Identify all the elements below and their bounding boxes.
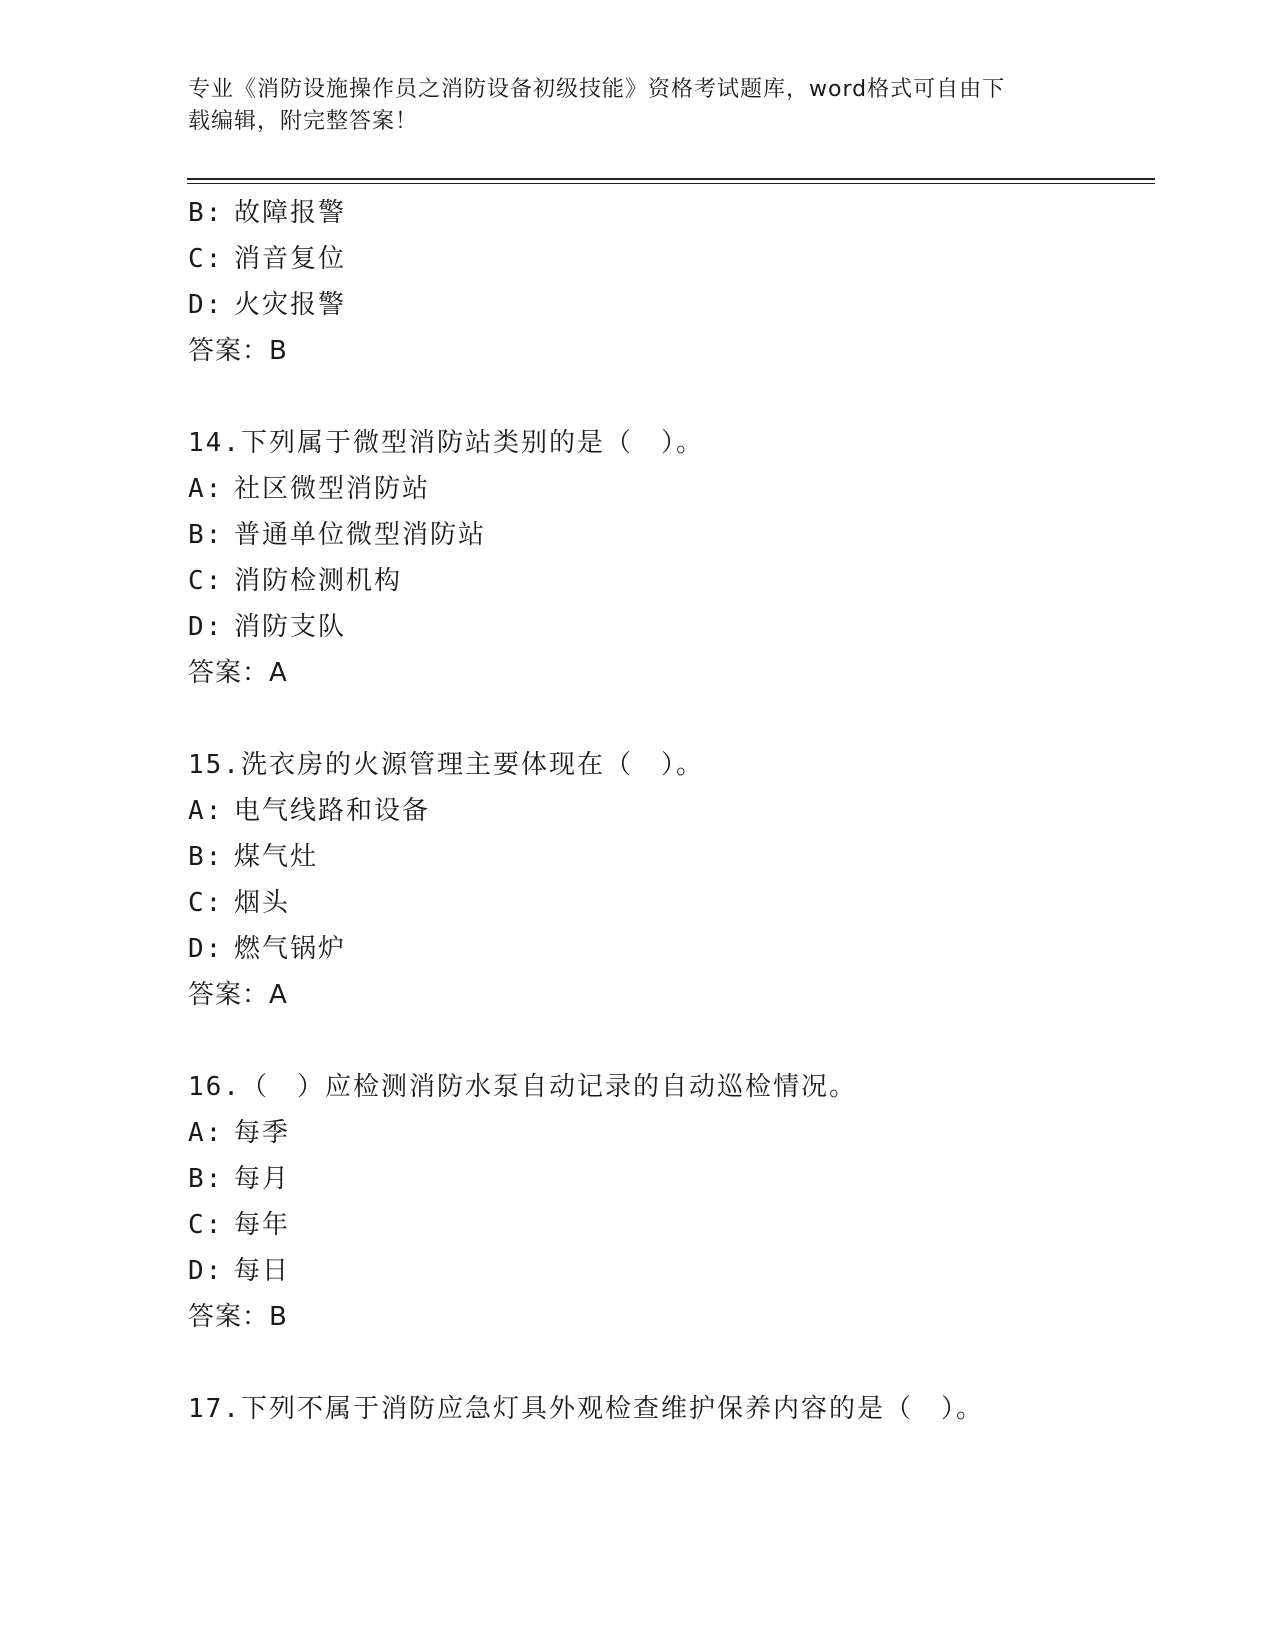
option-text: 普通单位微型消防站 xyxy=(234,520,487,550)
option-text: 消音复位 xyxy=(234,244,347,274)
option-c xyxy=(188,558,1148,604)
option-text: 煤气灶 xyxy=(234,842,319,872)
option-letter: D: xyxy=(188,934,224,964)
option-letter: B: xyxy=(188,1164,224,1194)
question-13-continued xyxy=(188,190,1148,374)
option-letter: C: xyxy=(188,888,224,918)
option-a xyxy=(188,466,1148,512)
option-letter: B: xyxy=(188,520,224,550)
spacer xyxy=(188,696,1148,742)
spacer xyxy=(188,1018,1148,1064)
option-letter: D: xyxy=(188,1256,224,1286)
header-divider-thick xyxy=(187,178,1155,180)
option-text: 消防检测机构 xyxy=(234,566,403,596)
option-a xyxy=(188,1110,1148,1156)
question-15 xyxy=(188,742,1148,1018)
option-letter: D: xyxy=(188,612,224,642)
question-17 xyxy=(188,1386,1148,1432)
option-text: 每季 xyxy=(234,1118,291,1148)
option-letter: C: xyxy=(188,566,224,596)
header-line-2: 载编辑，附完整答案！ xyxy=(188,109,419,134)
option-d xyxy=(188,926,1148,972)
question-stem: 14.下列属于微型消防站类别的是（ ）。 xyxy=(188,428,704,458)
option-d xyxy=(188,604,1148,650)
option-letter: C: xyxy=(188,1210,224,1240)
option-letter: C: xyxy=(188,244,224,274)
answer-line: 答案：A xyxy=(188,658,288,688)
spacer xyxy=(188,1340,1148,1386)
answer-line: 答案：B xyxy=(188,336,288,366)
option-text: 烟头 xyxy=(234,888,291,918)
header-divider-thin xyxy=(187,183,1155,184)
option-b xyxy=(188,190,1148,236)
question-list xyxy=(188,190,1148,1432)
option-c xyxy=(188,1202,1148,1248)
question-stem: 15.洗衣房的火源管理主要体现在（ ）。 xyxy=(188,750,704,780)
option-b xyxy=(188,834,1148,880)
option-letter: A: xyxy=(188,796,224,826)
answer-line: 答案：B xyxy=(188,1302,288,1332)
option-a xyxy=(188,788,1148,834)
option-d xyxy=(188,282,1148,328)
question-stem: 16.（ ）应检测消防水泵自动记录的自动巡检情况。 xyxy=(188,1072,857,1102)
option-text: 故障报警 xyxy=(234,198,347,228)
option-text: 电气线路和设备 xyxy=(234,796,431,826)
option-letter: B: xyxy=(188,842,224,872)
option-text: 每月 xyxy=(234,1164,291,1194)
option-letter: D: xyxy=(188,290,224,320)
option-text: 火灾报警 xyxy=(234,290,347,320)
spacer xyxy=(188,374,1148,420)
header-line-1: 专业《消防设施操作员之消防设备初级技能》资格考试题库，word格式可自由下 xyxy=(188,77,1006,102)
answer-line: 答案：A xyxy=(188,980,288,1010)
option-letter: B: xyxy=(188,198,224,228)
question-stem: 17.下列不属于消防应急灯具外观检查维护保养内容的是（ ）。 xyxy=(188,1394,984,1424)
option-d xyxy=(188,1248,1148,1294)
option-text: 消防支队 xyxy=(234,612,347,642)
option-b xyxy=(188,1156,1148,1202)
option-b xyxy=(188,512,1148,558)
option-text: 社区微型消防站 xyxy=(234,474,431,504)
question-16 xyxy=(188,1064,1148,1340)
document-header xyxy=(188,74,1088,138)
option-letter: A: xyxy=(188,1118,224,1148)
question-14 xyxy=(188,420,1148,696)
option-letter: A: xyxy=(188,474,224,504)
option-text: 每年 xyxy=(234,1210,291,1240)
option-c xyxy=(188,880,1148,926)
option-text: 燃气锅炉 xyxy=(234,934,347,964)
option-c xyxy=(188,236,1148,282)
option-text: 每日 xyxy=(234,1256,291,1286)
